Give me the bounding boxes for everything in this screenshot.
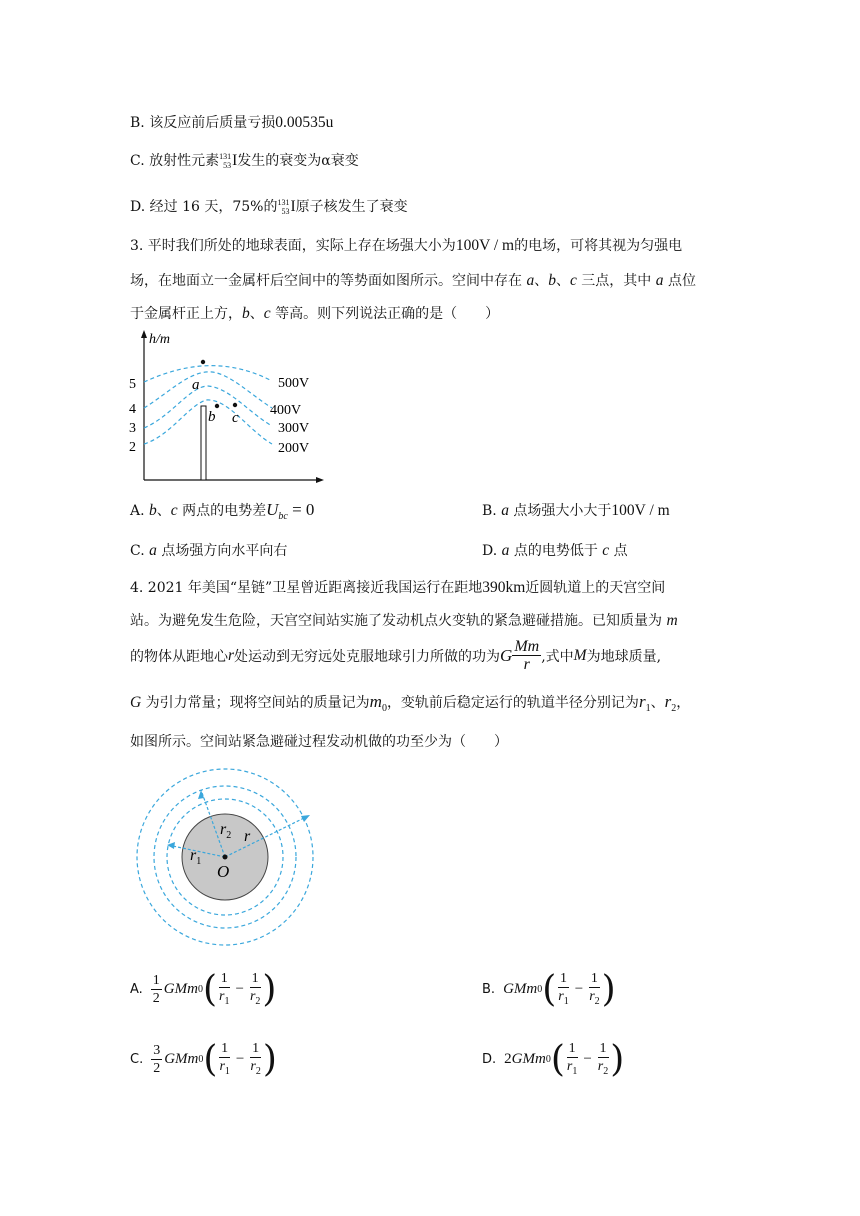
label-500v: 500V (278, 376, 310, 391)
q3-stem-line2: 场，在地面立一金属杆后空间中的等势面如图所示。空间中存在 a、b、c 三点，其中 a 点位 (130, 272, 696, 289)
fraction-1-r2: $\frac{1}{r_2}$ (250, 1041, 261, 1077)
center-dot (223, 855, 228, 860)
q2-option-c: C. 放射性元素 131 53 I发生的衰变为α衰变 (130, 152, 359, 170)
point-a (201, 360, 205, 364)
q3-option-d: D. a 点的电势低于 c 点 (482, 542, 628, 559)
curve-400v (144, 372, 272, 408)
y-axis-arrow (141, 330, 147, 338)
label-r1: $r_1$ (190, 847, 202, 867)
right-paren: ) (601, 968, 616, 1010)
x-axis-arrow (316, 477, 324, 483)
q2-option-d: D. 经过 16 天，75%的 131 53 I原子核发生了衰变 (130, 198, 408, 216)
fraction-1-r2: $\frac{1}{r_2}$ (249, 971, 261, 1007)
fraction-1-r1: $\frac{1}{r_1}$ (558, 971, 569, 1007)
left-paren: ( (202, 968, 218, 1010)
label-b: b (208, 409, 216, 425)
label-a: a (192, 377, 200, 393)
curve-500v (144, 366, 272, 382)
q4-stem-line4: G 为引力常量；现将空间站的质量记为$m_0$，变轨前后稳定运行的轨道半径分别记为$r_1$、$r_2$， (130, 692, 691, 714)
label-r: r (244, 828, 251, 845)
q4-option-b: B. GM m 0 ( $\frac{1}{r_1}$ − $\frac{1}{r_2}$ ) (482, 968, 616, 1010)
label-300v: 300V (278, 421, 310, 436)
q4-stem-line5: 如图所示。空间站紧急避碰过程发动机做的功至少为（ ） (130, 734, 508, 750)
q3-stem-line3: 于金属杆正上方，b、c 等高。则下列说法正确的是（ ） (130, 305, 500, 322)
tick-5: 5 (129, 377, 136, 392)
q3-stem-line1: 3. 平时我们所处的地球表面，实际上存在场强大小为100V / m的电场，可将其视为匀强电 (130, 237, 683, 254)
q4-stem-line2: 站。为避免发生危险，天宫空间站实施了发动机点火变轨的紧急避碰措施。已知质量为 m (130, 612, 678, 629)
fraction-1-r2: $\frac{1}{r_2}$ (589, 971, 600, 1007)
label-r2: $r_2$ (220, 821, 232, 841)
right-paren: ) (610, 1038, 625, 1080)
point-b (215, 404, 219, 408)
label-c: c (232, 410, 239, 426)
equipotential-figure (120, 326, 335, 486)
fraction-1-r1: $\frac{1}{r_1}$ (566, 1041, 578, 1077)
left-paren: ( (203, 1038, 218, 1080)
q2-option-b: B. 该反应前后质量亏损0.00535u (130, 114, 334, 131)
metal-rod (201, 406, 206, 480)
q4-stem-line3: 的物体从距地心 r 处运动到无穷远处克服地球引力所做的功为 G $\frac{Mm}{r}$ ,式中 M 为地球质量, (130, 638, 662, 673)
point-c (233, 403, 237, 407)
fraction-1-r1: $\frac{1}{r_1}$ (219, 1041, 230, 1077)
nuclide-notation: 131 53 (219, 152, 232, 170)
right-paren: ) (262, 1038, 277, 1080)
equipotential-curves (144, 366, 272, 444)
orbit-figure (130, 765, 325, 960)
left-paren: ( (542, 968, 557, 1010)
q4-option-d: D. 2 GM m 0 ( $\frac{1}{r_1}$ − $\frac{1}{r_2}$ ) (482, 1038, 625, 1080)
y-axis-label: h/m (149, 332, 170, 347)
label-o: O (217, 862, 230, 881)
coef-fraction: $\frac{3}{2}$ (153, 1043, 161, 1077)
q4-option-c: C. $\frac{3}{2}$ GM m 0 ( $\frac{1}{r_1}$ − $\frac{1}{r_2}$ ) (130, 1038, 277, 1080)
q3-option-c: C. a 点场强方向水平向右 (130, 542, 288, 559)
q3-option-b: B. a 点场强大小大于100V / m (482, 502, 670, 519)
q4-option-a: A. $\frac{1}{2}$ GM m 0 ( $\frac{1}{r_1}$ − $\frac{1}{r_2}$ ) (130, 968, 277, 1010)
tick-4: 4 (129, 402, 136, 417)
fraction-1-r1: $\frac{1}{r_1}$ (219, 971, 230, 1007)
label-200v: 200V (278, 441, 310, 456)
label-400v: 400V (270, 403, 302, 418)
nuclide-notation: 131 53 (277, 198, 290, 216)
coef-fraction: $\frac{1}{2}$ (152, 973, 160, 1007)
q3-option-a: A. b、c 两点的电势差$U_{bc} = 0$ (130, 500, 315, 522)
tick-2: 2 (129, 440, 136, 455)
fraction-1-r2: $\frac{1}{r_2}$ (597, 1041, 609, 1077)
fraction: $\frac{Mm}{r}$ (514, 638, 540, 673)
left-paren: ( (550, 1038, 565, 1080)
tick-3: 3 (129, 421, 136, 436)
q4-stem-line1: 4. 2021 年美国“星链”卫星曾近距离接近我国运行在距地390km近圆轨道上的天宫空间 (130, 579, 666, 596)
right-paren: ) (262, 968, 277, 1010)
